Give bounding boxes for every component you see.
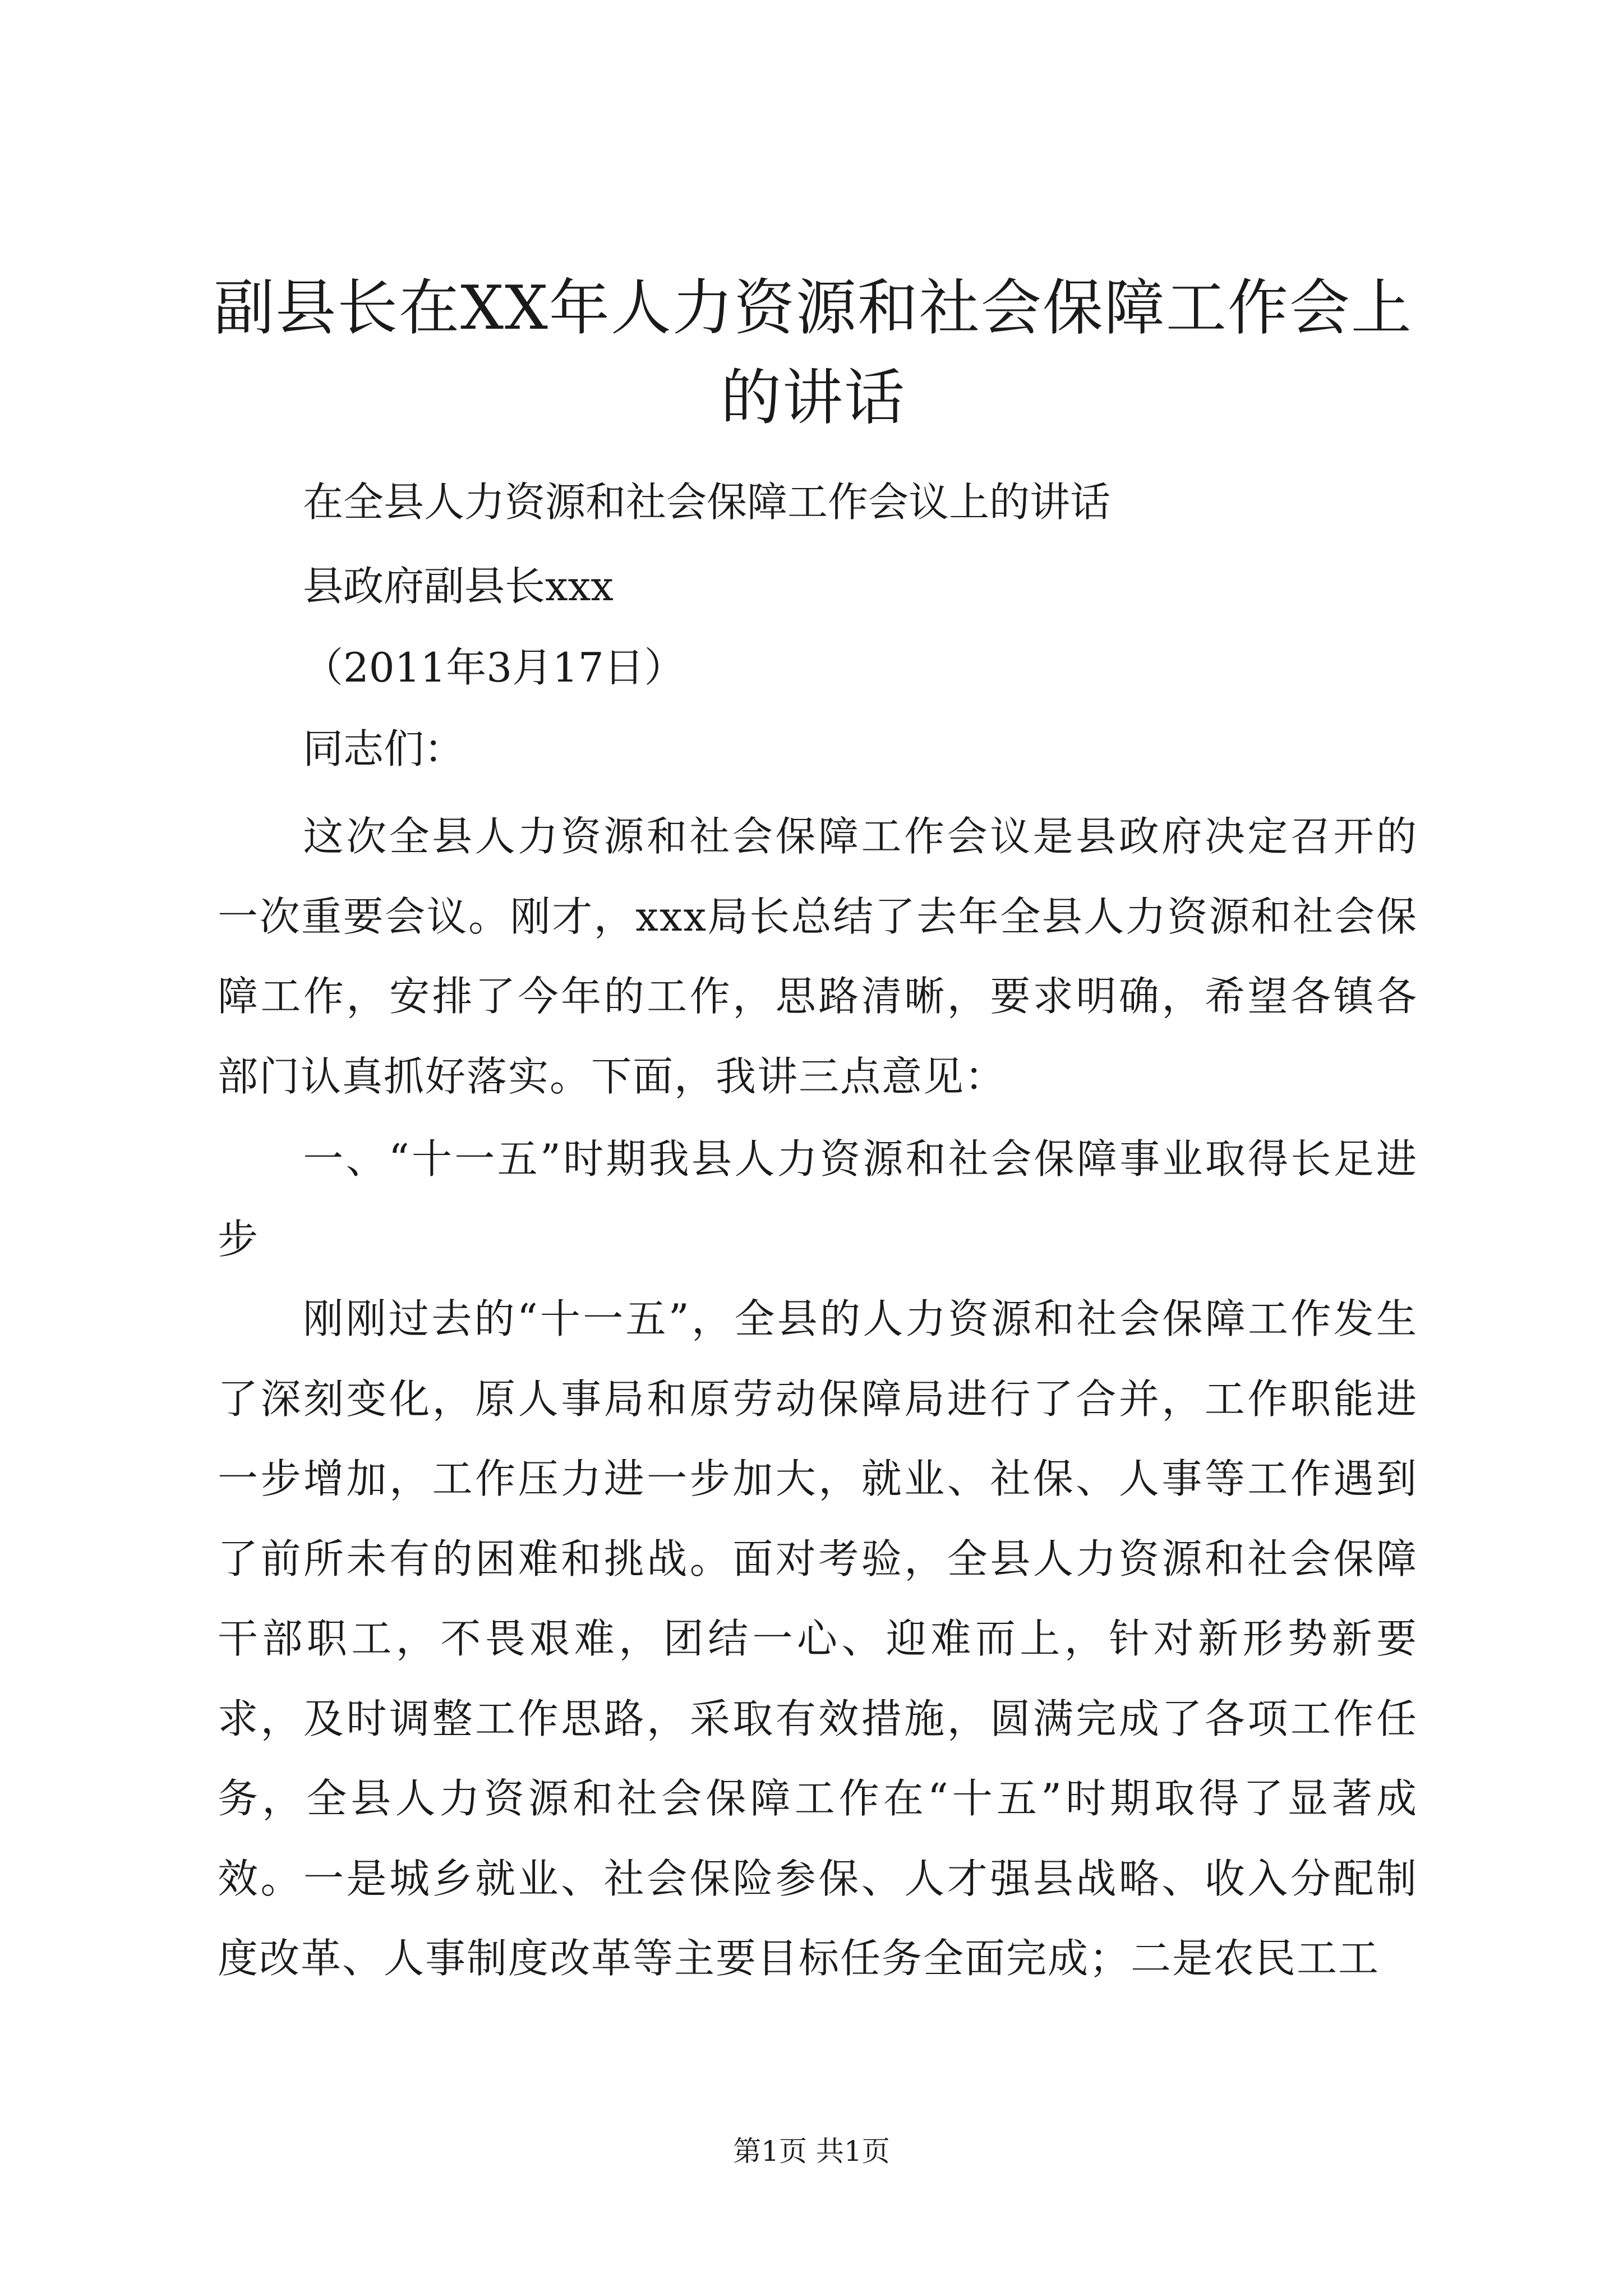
subtitle: 在全县人力资源和社会保障工作会议上的讲话 — [303, 478, 1111, 526]
document-title: 副县长在XX年人力资源和社会保障工作会上的讲话 — [214, 273, 1413, 433]
page-footer: 第1页 共1页 — [733, 2135, 890, 2168]
paragraph-body — [218, 1279, 1418, 1999]
date-line: （2011年3月17日） — [303, 644, 685, 691]
paragraph-intro — [218, 797, 1418, 1116]
paragraph-text: 刚刚过去的“十一五”，全县的人力资源和社会保障工作发生了深刻变化，原人事局和原劳动保障局进行了合并，工作职能进一步增加，工作压力进一步加大，就业、社保、人事等工作遇到了前所未有的困难和挑战。面对考验，全县人力资源和社会保障干部职工，不畏艰难，团结一心、迎难而上，针对新形势新要求，及时调整工作思路，采取有效措施，圆满完成了各项工作任务，全县人力资源和社会保障工作在“十五”时期取得了显著成效。一是城乡就业、社会保险参保、人才强县战略、收入分配制度改革、人事制度改革等主要目标任务全面完成；二是农民工工 — [218, 1295, 1418, 1982]
section-heading-1 — [218, 1119, 1418, 1279]
salutation: 同志们： — [303, 725, 465, 772]
section-heading-text: 一、“十一五”时期我县人力资源和社会保障事业取得长足进步 — [218, 1135, 1418, 1263]
speaker-line: 县政府副县长xxx — [303, 563, 614, 610]
paragraph-text: 这次全县人力资源和社会保障工作会议是县政府决定召开的一次重要会议。刚才，xxx局长总结了去年全县人力资源和社会保障工作，安排了今年的工作，思路清晰，要求明确，希望各镇各部门认真抓好落实。下面，我讲三点意见： — [218, 813, 1418, 1100]
